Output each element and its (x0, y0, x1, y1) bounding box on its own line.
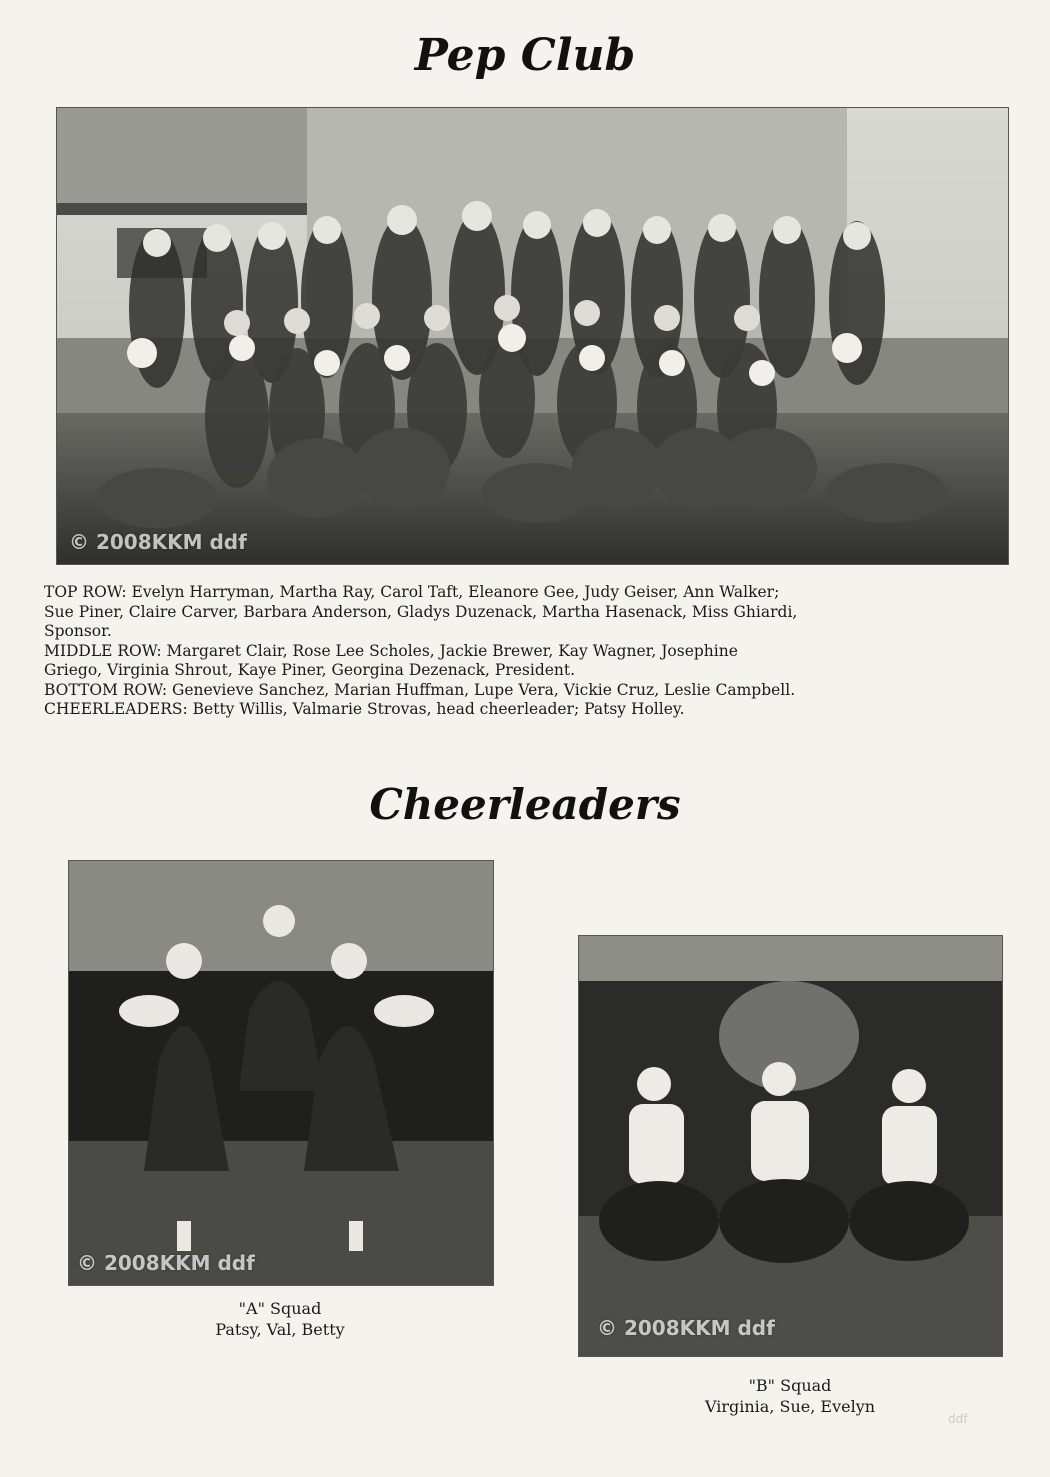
caption-middle-row-line-1: MIDDLE ROW: Margaret Clair, Rose Lee Scholes, Jackie Brewer, Kay Wagner, Josephine (44, 641, 738, 660)
caption-top-row-line-3: Sponsor. (44, 622, 112, 640)
squad-b-illustration (579, 936, 1002, 1356)
photo-watermark: © 2008KKM ddf (597, 1316, 775, 1340)
group-photo-illustration (57, 108, 1008, 564)
squad-a-caption (130, 1298, 430, 1340)
caption-top-row-line-1: TOP ROW: Evelyn Harryman, Martha Ray, Carol Taft, Eleanore Gee, Judy Geiser, Ann Walker; (44, 583, 780, 601)
pep-club-caption (44, 583, 1034, 720)
squad-a-names: Patsy, Val, Betty (215, 1320, 345, 1339)
cheerleaders-heading: Cheerleaders (369, 780, 681, 829)
squad-b-photo (578, 935, 1003, 1357)
squad-a-photo (68, 860, 494, 1286)
photo-watermark: © 2008KKM ddf (77, 1251, 255, 1275)
squad-b-names: Virginia, Sue, Evelyn (704, 1397, 876, 1416)
squad-a-label: "A" Squad (238, 1299, 322, 1318)
squad-a-illustration (69, 861, 493, 1285)
squad-b-caption (640, 1375, 940, 1417)
caption-middle-row-line-2: Griego, Virginia Shrout, Kaye Piner, Georgina Dezenack, President. (44, 661, 576, 679)
pep-club-group-photo (56, 107, 1009, 565)
caption-top-row-line-2: Sue Piner, Claire Carver, Barbara Anderson, Gladys Duzenack, Martha Hasenack, Miss Ghiardi, (44, 602, 798, 621)
caption-cheerleaders: CHEERLEADERS: Betty Willis, Valmarie Strovas, head cheerleader; Patsy Holley. (44, 700, 685, 718)
photo-watermark: © 2008KKM ddf (69, 530, 247, 554)
squad-b-label: "B" Squad (748, 1376, 832, 1395)
corner-watermark: ddf (948, 1412, 968, 1426)
pep-club-heading: Pep Club (414, 30, 636, 81)
caption-bottom-row: BOTTOM ROW: Genevieve Sanchez, Marian Huffman, Lupe Vera, Vickie Cruz, Leslie Campbell. (44, 680, 796, 699)
